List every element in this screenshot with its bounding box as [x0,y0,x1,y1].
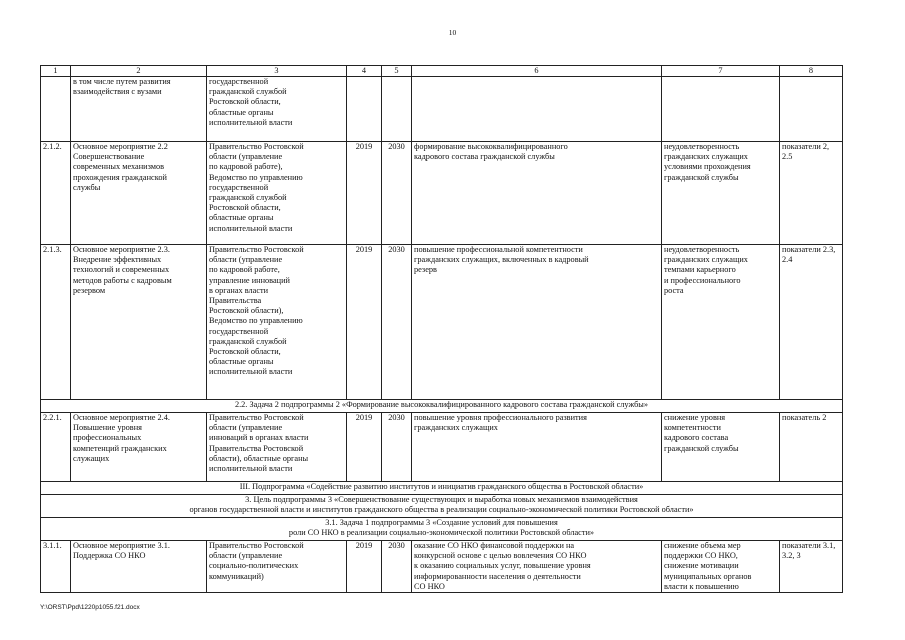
section-heading [41,518,843,541]
text-line: области (управление [209,255,283,265]
text-line: снижение мотивации [664,561,739,571]
text-line: Основное мероприятие 2.3. [73,245,170,254]
text-line: Правительство Ростовской [209,142,304,151]
measures-table [40,65,843,593]
text-line: неудовлетворенность [664,245,740,254]
indicator-link-cell [780,77,843,142]
start-year-cell: 2019 [347,245,382,400]
text-line: 3. Цель подпрограммы 3 «Совершенствование существующих и выработка новых механизмов взаимодействия [245,495,638,504]
text-line: гражданских служащих [664,152,748,162]
text-line: области), областные органы [209,453,309,463]
table-row [41,413,843,482]
section-heading-row [41,495,843,518]
page-number: 10 [448,28,457,37]
text-line: 2.4 [782,255,793,265]
indicator-link-cell [780,541,843,593]
row-number-cell: 2.1.2. [41,142,71,245]
end-year-cell: 2030 [382,413,412,482]
end-year-cell: 2030 [382,245,412,400]
executor-cell [207,245,347,400]
text-line: в том числе путем развития [73,77,171,86]
column-number-cell: 5 [382,66,412,77]
text-line: поддержки СО НКО, [664,551,738,561]
text-line: области (управление [209,152,283,162]
text-line: гражданских служащих, включенных в кадровый [414,255,589,265]
text-line: современных механизмов [73,162,165,172]
text-line: 2.5 [782,152,793,162]
text-line: по кадровой работе), [209,162,283,172]
text-line: области (управление [209,423,283,433]
text-line: снижение уровня [664,413,726,422]
text-line: темпами карьерного [664,265,736,275]
column-number-cell: 6 [412,66,662,77]
text-line: государственной [209,182,269,192]
section-heading [41,482,843,495]
expected-result-cell [412,413,662,482]
column-number-cell: 2 [71,66,207,77]
text-line: областные органы [209,107,274,117]
text-line: Правительство Ростовской [209,245,304,254]
expected-result-cell [412,541,662,593]
text-line: Основное мероприятие 2.2 [73,142,168,151]
text-line: государственной [209,326,269,336]
text-line: Правительство Ростовской [209,541,304,550]
text-line: области (управление [209,551,283,561]
text-line: показатели 2.3, [782,245,836,254]
text-line: роли СО НКО в реализации социально-экономической политики Ростовской области» [288,528,595,538]
start-year-cell: 2019 [347,142,382,245]
indicator-link-cell [780,245,843,400]
text-line: по кадровой работе, [209,265,280,275]
measure-name-cell [71,142,207,245]
row-number-cell: 2.1.3. [41,245,71,400]
text-line: областные органы [209,213,274,223]
text-line: 3.1. Задача 1 подпрограммы 3 «Создание условий для повышения [325,518,558,527]
consequence-cell [662,142,780,245]
measure-name-cell [71,77,207,142]
row-number-cell: 3.1.1. [41,541,71,593]
end-year-cell: 2030 [382,142,412,245]
column-number-cell: 4 [347,66,382,77]
indicator-link-cell [780,142,843,245]
text-line: Ростовской области, [209,347,281,357]
end-year-cell [382,77,412,142]
text-line: кадрового состава [664,433,729,443]
text-line: гражданских служащих [664,255,748,265]
text-line: исполнительной власти [209,367,293,377]
text-line: Совершенствование [73,152,145,162]
column-number-cell: 3 [207,66,347,77]
text-line: Ростовской области, [209,203,281,213]
text-line: информированности населения о деятельности [414,571,581,581]
consequence-cell [662,77,780,142]
column-number-cell: 7 [662,66,780,77]
text-line: методов работы с кадровым [73,275,172,285]
consequence-cell [662,413,780,482]
text-line: роста [664,285,684,295]
text-line: конкурсной основе с целью вовлечения СО НКО [414,551,587,561]
column-number-cell: 1 [41,66,71,77]
text-line: коммуникаций) [209,571,264,581]
text-line: исполнительной власти [209,223,293,233]
text-line: Правительство Ростовской [209,413,304,422]
text-line: Правительства Ростовской [209,443,304,453]
indicator-link-cell [780,413,843,482]
end-year-cell: 2030 [382,541,412,593]
text-line: Внедрение эффективных [73,255,162,265]
text-line: снижение объема мер [664,541,741,550]
measure-name-cell [71,245,207,400]
executor-cell [207,541,347,593]
text-line: гражданской службой [209,87,287,97]
section-heading [41,400,843,413]
text-line: резервом [73,285,106,295]
row-number-cell: 2.2.1. [41,413,71,482]
text-line: исполнительной власти [209,464,293,474]
executor-cell [207,142,347,245]
executor-cell [207,413,347,482]
table-row [41,142,843,245]
section-heading-row [41,518,843,541]
text-line: муниципальных органов [664,571,752,581]
text-line: компетенций гражданских [73,443,167,453]
text-line: Ведомство по управлению [209,172,303,182]
text-line: инноваций в органах власти [209,433,309,443]
text-line: власти к повышению [664,581,739,591]
text-line: формирование высококвалифицированного [414,142,568,151]
consequence-cell [662,245,780,400]
text-line: взаимодействия с вузами [73,87,162,97]
text-line: областные органы [209,357,274,367]
text-line: повышение уровня профессионального развития [414,413,587,422]
expected-result-cell [412,77,662,142]
column-number-row [41,66,843,77]
text-line: органов государственной власти и институтов гражданского общества в реализации социально-экономической политики Ростовской области» [189,505,694,515]
text-line: государственной [209,77,269,86]
row-number-cell [41,77,71,142]
text-line: Поддержка СО НКО [73,551,146,561]
text-line: и профессионального [664,275,741,285]
table-row [41,77,843,142]
text-line: профессиональных [73,433,142,443]
text-line: в органах власти [209,285,269,295]
text-line: резерв [414,265,437,275]
text-line: гражданской службой [209,193,287,203]
table-row [41,541,843,593]
text-line: 2.2. Задача 2 подпрограммы 2 «Формирование высококвалифицированного кадрового состава гражданской службы» [234,400,649,409]
text-line: Правительства [209,296,262,306]
text-line: Ростовской области, [209,97,281,107]
text-line: кадрового состава гражданской службы [414,152,555,162]
text-line: неудовлетворенность [664,142,740,151]
text-line: показатель 2 [782,413,827,422]
text-line: Основное мероприятие 2.4. [73,413,170,422]
text-line: исполнительной власти [209,117,293,127]
text-line: прохождения гражданской [73,172,167,182]
text-line: гражданской службы [664,443,739,453]
text-line: компетентности [664,423,721,433]
text-line: Повышение уровня [73,423,142,433]
text-line: гражданских служащих [414,423,498,433]
section-heading-row [41,400,843,413]
text-line: службы [73,182,101,192]
consequence-cell [662,541,780,593]
expected-result-cell [412,245,662,400]
text-line: повышение профессиональной компетентности [414,245,583,254]
measure-name-cell [71,541,207,593]
text-line: Основное мероприятие 3.1. [73,541,170,550]
text-line: социально-политических [209,561,299,571]
text-line: показатели 2, [782,142,830,151]
text-line: СО НКО [414,581,445,591]
text-line: к оказанию социальных услуг, повышение уровня [414,561,591,571]
section-heading [41,495,843,518]
text-line: Ведомство по управлению [209,316,303,326]
text-line: показатели 3.1, [782,541,836,550]
measure-name-cell [71,413,207,482]
text-line: технологий и современных [73,265,170,275]
expected-result-cell [412,142,662,245]
section-heading-row [41,482,843,495]
text-line: III. Подпрограмма «Содействие развитию институтов и инициатив гражданского общества в Ростовской области» [239,482,644,491]
text-line: оказание СО НКО финансовой поддержки на [414,541,575,550]
file-path-footer: Y:\ORST\Ppd\1220p1055.f21.docx [40,604,140,611]
text-line: гражданской службой [209,336,287,346]
text-line: гражданской службы [664,172,739,182]
text-line: управление инноваций [209,275,290,285]
text-line: 3.2, 3 [782,551,801,561]
executor-cell [207,77,347,142]
start-year-cell [347,77,382,142]
start-year-cell: 2019 [347,541,382,593]
text-line: условиями прохождения [664,162,751,172]
start-year-cell: 2019 [347,413,382,482]
text-line: служащих [73,453,110,463]
table-row [41,245,843,400]
text-line: Ростовской области), [209,306,284,316]
column-number-cell: 8 [780,66,843,77]
